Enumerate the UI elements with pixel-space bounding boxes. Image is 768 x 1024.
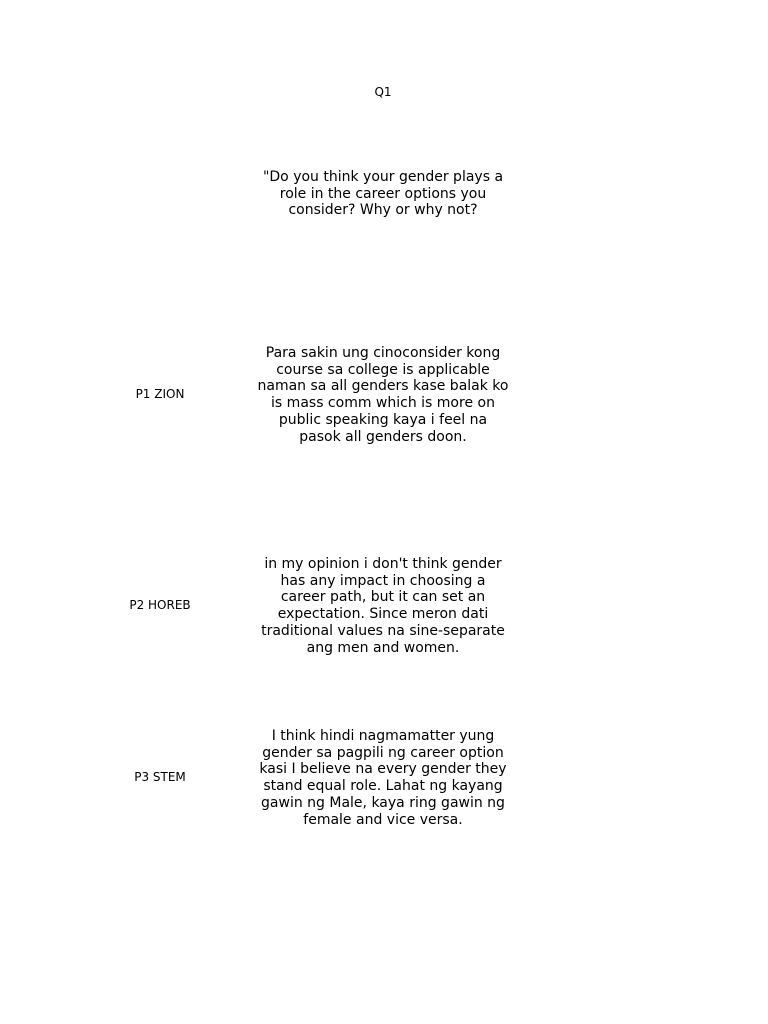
response-line: is mass comm which is more on <box>271 395 495 412</box>
question-number: Q1 <box>374 85 392 99</box>
response-line: kasi I believe na every gender they <box>259 761 507 778</box>
response-line: ang men and women. <box>306 639 460 656</box>
response-line: I think hindi nagmamatter yung <box>271 728 495 744</box>
participant-label-p3: P3 STEM <box>134 770 186 784</box>
response-line: gawin ng Male, kaya ring gawin ng <box>261 794 505 811</box>
response-line: public speaking kaya i feel na <box>278 411 488 428</box>
question-line: "Do you think your gender plays a <box>262 169 504 185</box>
response-line: pasok all genders doon. <box>299 428 467 445</box>
response-line: expectation. Since meron dati <box>277 606 489 623</box>
question-line: role in the career options you <box>279 185 487 202</box>
question-line: consider? Why or why not? <box>288 202 478 219</box>
response-line: female and vice versa. <box>303 811 463 828</box>
response-p2 <box>253 556 513 656</box>
response-line: course sa college is applicable <box>276 361 490 378</box>
response-line: in my opinion i don't think gender <box>264 556 502 572</box>
response-line: has any impact in choosing a <box>280 572 486 589</box>
question-text <box>253 169 513 219</box>
response-p3 <box>253 728 513 828</box>
participant-label-p1: P1 ZION <box>135 387 185 401</box>
response-line: stand equal role. Lahat ng kayang <box>263 778 503 795</box>
response-line: career path, but it can set an <box>280 589 486 606</box>
response-line: gender sa pagpili ng career option <box>262 744 504 761</box>
response-line: traditional values na sine-separate <box>261 622 505 639</box>
participant-label-p2: P2 HOREB <box>129 598 191 612</box>
response-line: naman sa all genders kase balak ko <box>257 378 509 395</box>
response-line: Para sakin ung cinoconsider kong <box>265 345 501 361</box>
response-p1 <box>253 345 513 445</box>
